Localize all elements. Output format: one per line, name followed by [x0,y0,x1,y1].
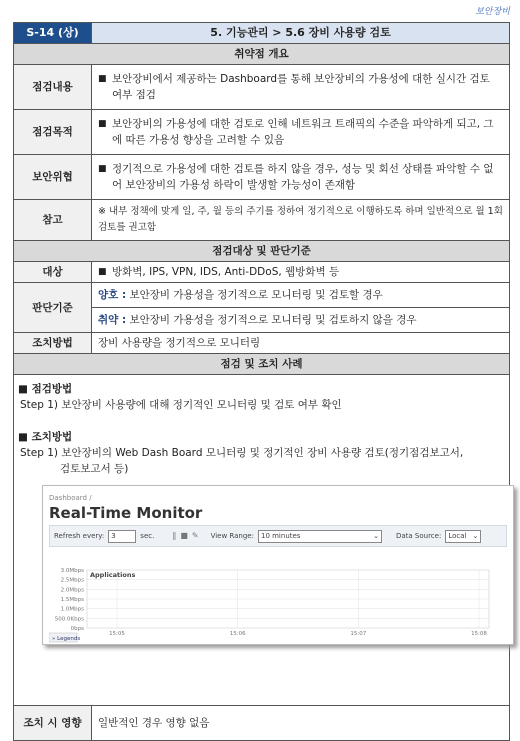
title-row [14,23,510,44]
method-step: Step 1) 보안장비 사용량에 대해 정기적인 모니터링 및 검토 여부 확인 [20,399,342,411]
view-range-select[interactable] [258,530,382,543]
fix-step-line1: Step 1) 보안장비의 Web Dash Board 모니터링 및 정기적인 장비 사용량 검토(정기점검보고서, [20,447,464,459]
text-threat: ■ 정기적으로 가용성에 대한 검토를 하지 않을 경우, 성능 및 회선 상태를 파악할 수 없어 보안장비의 가용성 하락이 발생할 가능성이 존재함 [98,161,503,193]
text-purpose: ■ 보안장비의 가용성에 대한 검토로 인해 네트워크 트래픽의 수준을 파악하게 되고, 그에 따른 가용성 향상을 고려할 수 있음 [98,116,503,148]
section-cases: 점검 및 조치 사례 [14,354,510,375]
weak-tag: 취약 : [98,314,127,326]
y-tick-label: 1.5Mbps [60,597,84,603]
label-threat: 보안위협 [14,155,92,200]
section-criteria: 점검대상 및 판단기준 [14,241,510,262]
text-impact: 일반적인 경우 영향 없음 [92,706,510,741]
tool-icon[interactable]: ✎ [191,531,199,540]
refresh-unit: sec. [140,532,155,540]
label-action: 조치방법 [14,333,92,354]
chart-title: Applications [90,571,136,579]
chevron-down-icon: ⌄ [472,531,479,540]
item-title: 5. 기능관리 > 5.6 장비 사용량 검토 [92,23,510,44]
x-tick-label: 15:05 [109,631,125,637]
weak-criteria: 보안장비 가용성을 정기적으로 모니터링 및 검토하지 않을 경우 [126,314,417,326]
inspection-table [13,22,510,741]
y-tick-label: 2.5Mbps [60,577,84,584]
row-check [14,65,510,110]
row-purpose [14,110,510,155]
row-judge-good [14,283,510,308]
good-tag: 양호 : [98,289,127,301]
fix-heading: ■ 조치방법 [18,431,73,443]
monitor-toolbar [49,525,507,547]
pause-icon[interactable]: ‖ [172,531,177,540]
data-source-select[interactable] [445,530,481,543]
label-target: 대상 [14,262,92,283]
y-tick-label: 2.0Mbps [60,587,84,594]
y-tick-label: 1.0Mbps [60,606,84,613]
monitor-title: Real-Time Monitor [49,504,203,522]
row-impact [14,706,510,741]
label-reference: 참고 [14,200,92,241]
x-tick-label: 15:06 [229,631,246,637]
method-heading: ■ 점검방법 [18,383,73,395]
y-tick-label: 500.0Kbps [54,616,84,623]
y-tick-label: 0bps [70,626,84,632]
x-tick-label: 15:08 [471,631,487,637]
label-impact: 조치 시 영향 [14,706,92,741]
stop-icon[interactable]: ■ [180,531,188,540]
label-purpose: 점검목적 [14,110,92,155]
y-tick-label: 3.0Mbps [60,568,84,574]
refresh-label: Refresh every: [54,532,105,540]
view-range-label: View Range: [210,532,254,540]
monitor-breadcrumb: Dashboard / [49,494,92,502]
x-tick-label: 15:07 [350,631,367,637]
section-overview: 취약점 개요 [14,44,510,65]
text-reference: ※ 내부 정책에 맞게 일, 주, 월 등의 주기를 정하여 정기적으로 이행하도록 하며 일반적으로 월 1회 검토를 권고함 [92,200,510,241]
row-action [14,333,510,354]
text-target: ■ 방화벽, IPS, VPN, IDS, Anti-DDoS, 웹방화벽 등 [98,264,503,280]
row-reference [14,200,510,241]
header-category-note: 보안장비 [475,7,510,17]
fix-step-line2: 검토보고서 등) [60,463,129,475]
text-check: ■ 보안장비에서 제공하는 Dashboard를 통해 보안장비의 가용성에 대한 실시간 검토 여부 점검 [98,71,503,103]
legend-button-label: » Legends [52,636,81,642]
monitor-screenshot [42,485,514,645]
label-judge: 판단기준 [14,283,92,333]
row-detail [14,375,510,706]
label-check: 점검내용 [14,65,92,110]
item-id: S-14 (상) [14,23,92,44]
view-range-value: 10 minutes [260,531,301,540]
good-criteria: 보안장비 가용성을 정기적으로 모니터링 및 검토할 경우 [126,289,383,301]
throughput-chart [49,562,493,644]
text-action: 장비 사용량을 정기적으로 모니터링 [92,333,510,354]
data-source-value: Local [448,531,467,540]
data-source-label: Data Source: [395,532,442,540]
row-target [14,262,510,283]
chevron-down-icon: ⌄ [373,531,379,540]
row-threat [14,155,510,200]
refresh-input[interactable]: 3 [108,530,136,543]
